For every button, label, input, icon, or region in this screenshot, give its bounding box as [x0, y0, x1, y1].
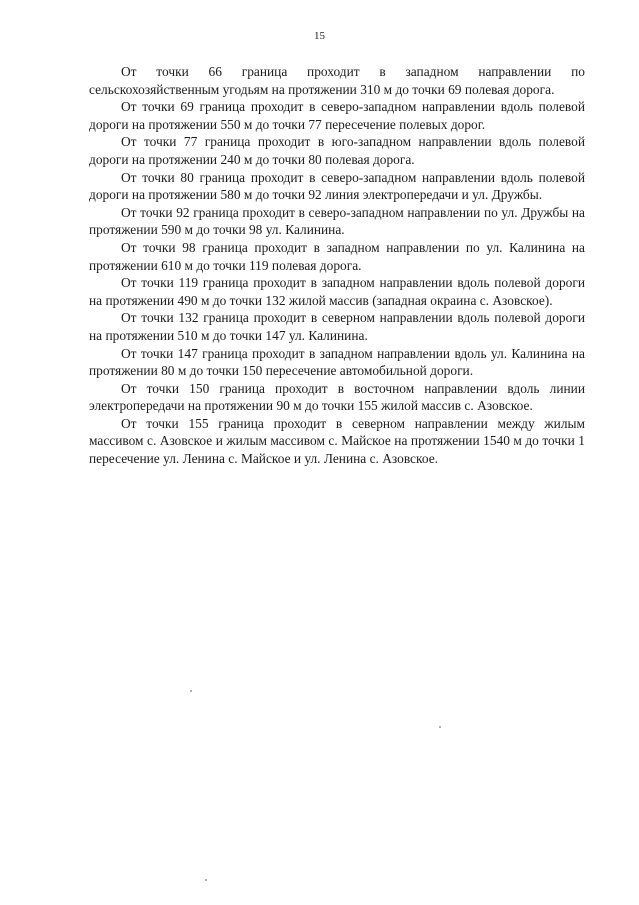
paragraph-point-119: От точки 119 граница проходит в западном направлении вдоль полевой дороги на протяжении 490 м до точки 132 жилой массив (западная окраина с. Азовское).	[89, 275, 585, 308]
document-body	[89, 63, 585, 468]
scan-speck	[190, 690, 192, 692]
scan-speck	[439, 726, 441, 728]
paragraph-point-77: От точки 77 граница проходит в юго-западном направлении вдоль полевой дороги на протяжении 240 м до точки 80 полевая дорога.	[89, 134, 585, 167]
paragraph-point-98: От точки 98 граница проходит в западном направлении по ул. Калинина на протяжении 610 м до точки 119 полевая дорога.	[89, 239, 585, 273]
paragraph-point-92: От точки 92 граница проходит в северо-западном направлении по ул. Дружбы на протяжении 590 м до точки 98 ул. Калинина.	[89, 204, 585, 238]
paragraph-point-80: От точки 80 граница проходит в северо-западном направлении вдоль полевой дороги на протяжении 580 м до точки 92 линия электропередачи и ул. Дружбы.	[89, 169, 585, 203]
page-number: 15	[314, 30, 325, 42]
paragraph-point-155: От точки 155 граница проходит в северном направлении между жилым массивом с. Азовское и жилым массивом с. Майское на протяжении 1540 м до точки 1 пересечение ул. Ленина с. Майское и ул. Ленина с. Азовское.	[89, 415, 585, 467]
paragraph-point-66: От точки 66 граница проходит в западном направлении по сельскохозяйственным угодьям на протяжении 310 м до точки 69 полевая дорога.	[89, 64, 585, 97]
paragraph-point-150: От точки 150 граница проходит в восточном направлении вдоль линии электропередачи на протяжении 90 м до точки 155 жилой массив с. Азовское.	[89, 380, 585, 414]
paragraph-point-132: От точки 132 граница проходит в северном направлении вдоль полевой дороги на протяжении 510 м до точки 147 ул. Калинина.	[89, 310, 585, 343]
paragraph-point-147: От точки 147 граница проходит в западном направлении вдоль ул. Калинина на протяжении 80 м до точки 150 пересечение автомобильной дороги.	[89, 345, 585, 379]
scan-speck	[205, 879, 207, 881]
paragraph-point-69: От точки 69 граница проходит в северо-западном направлении вдоль полевой дороги на протяжении 550 м до точки 77 пересечение полевых дорог.	[89, 99, 585, 132]
